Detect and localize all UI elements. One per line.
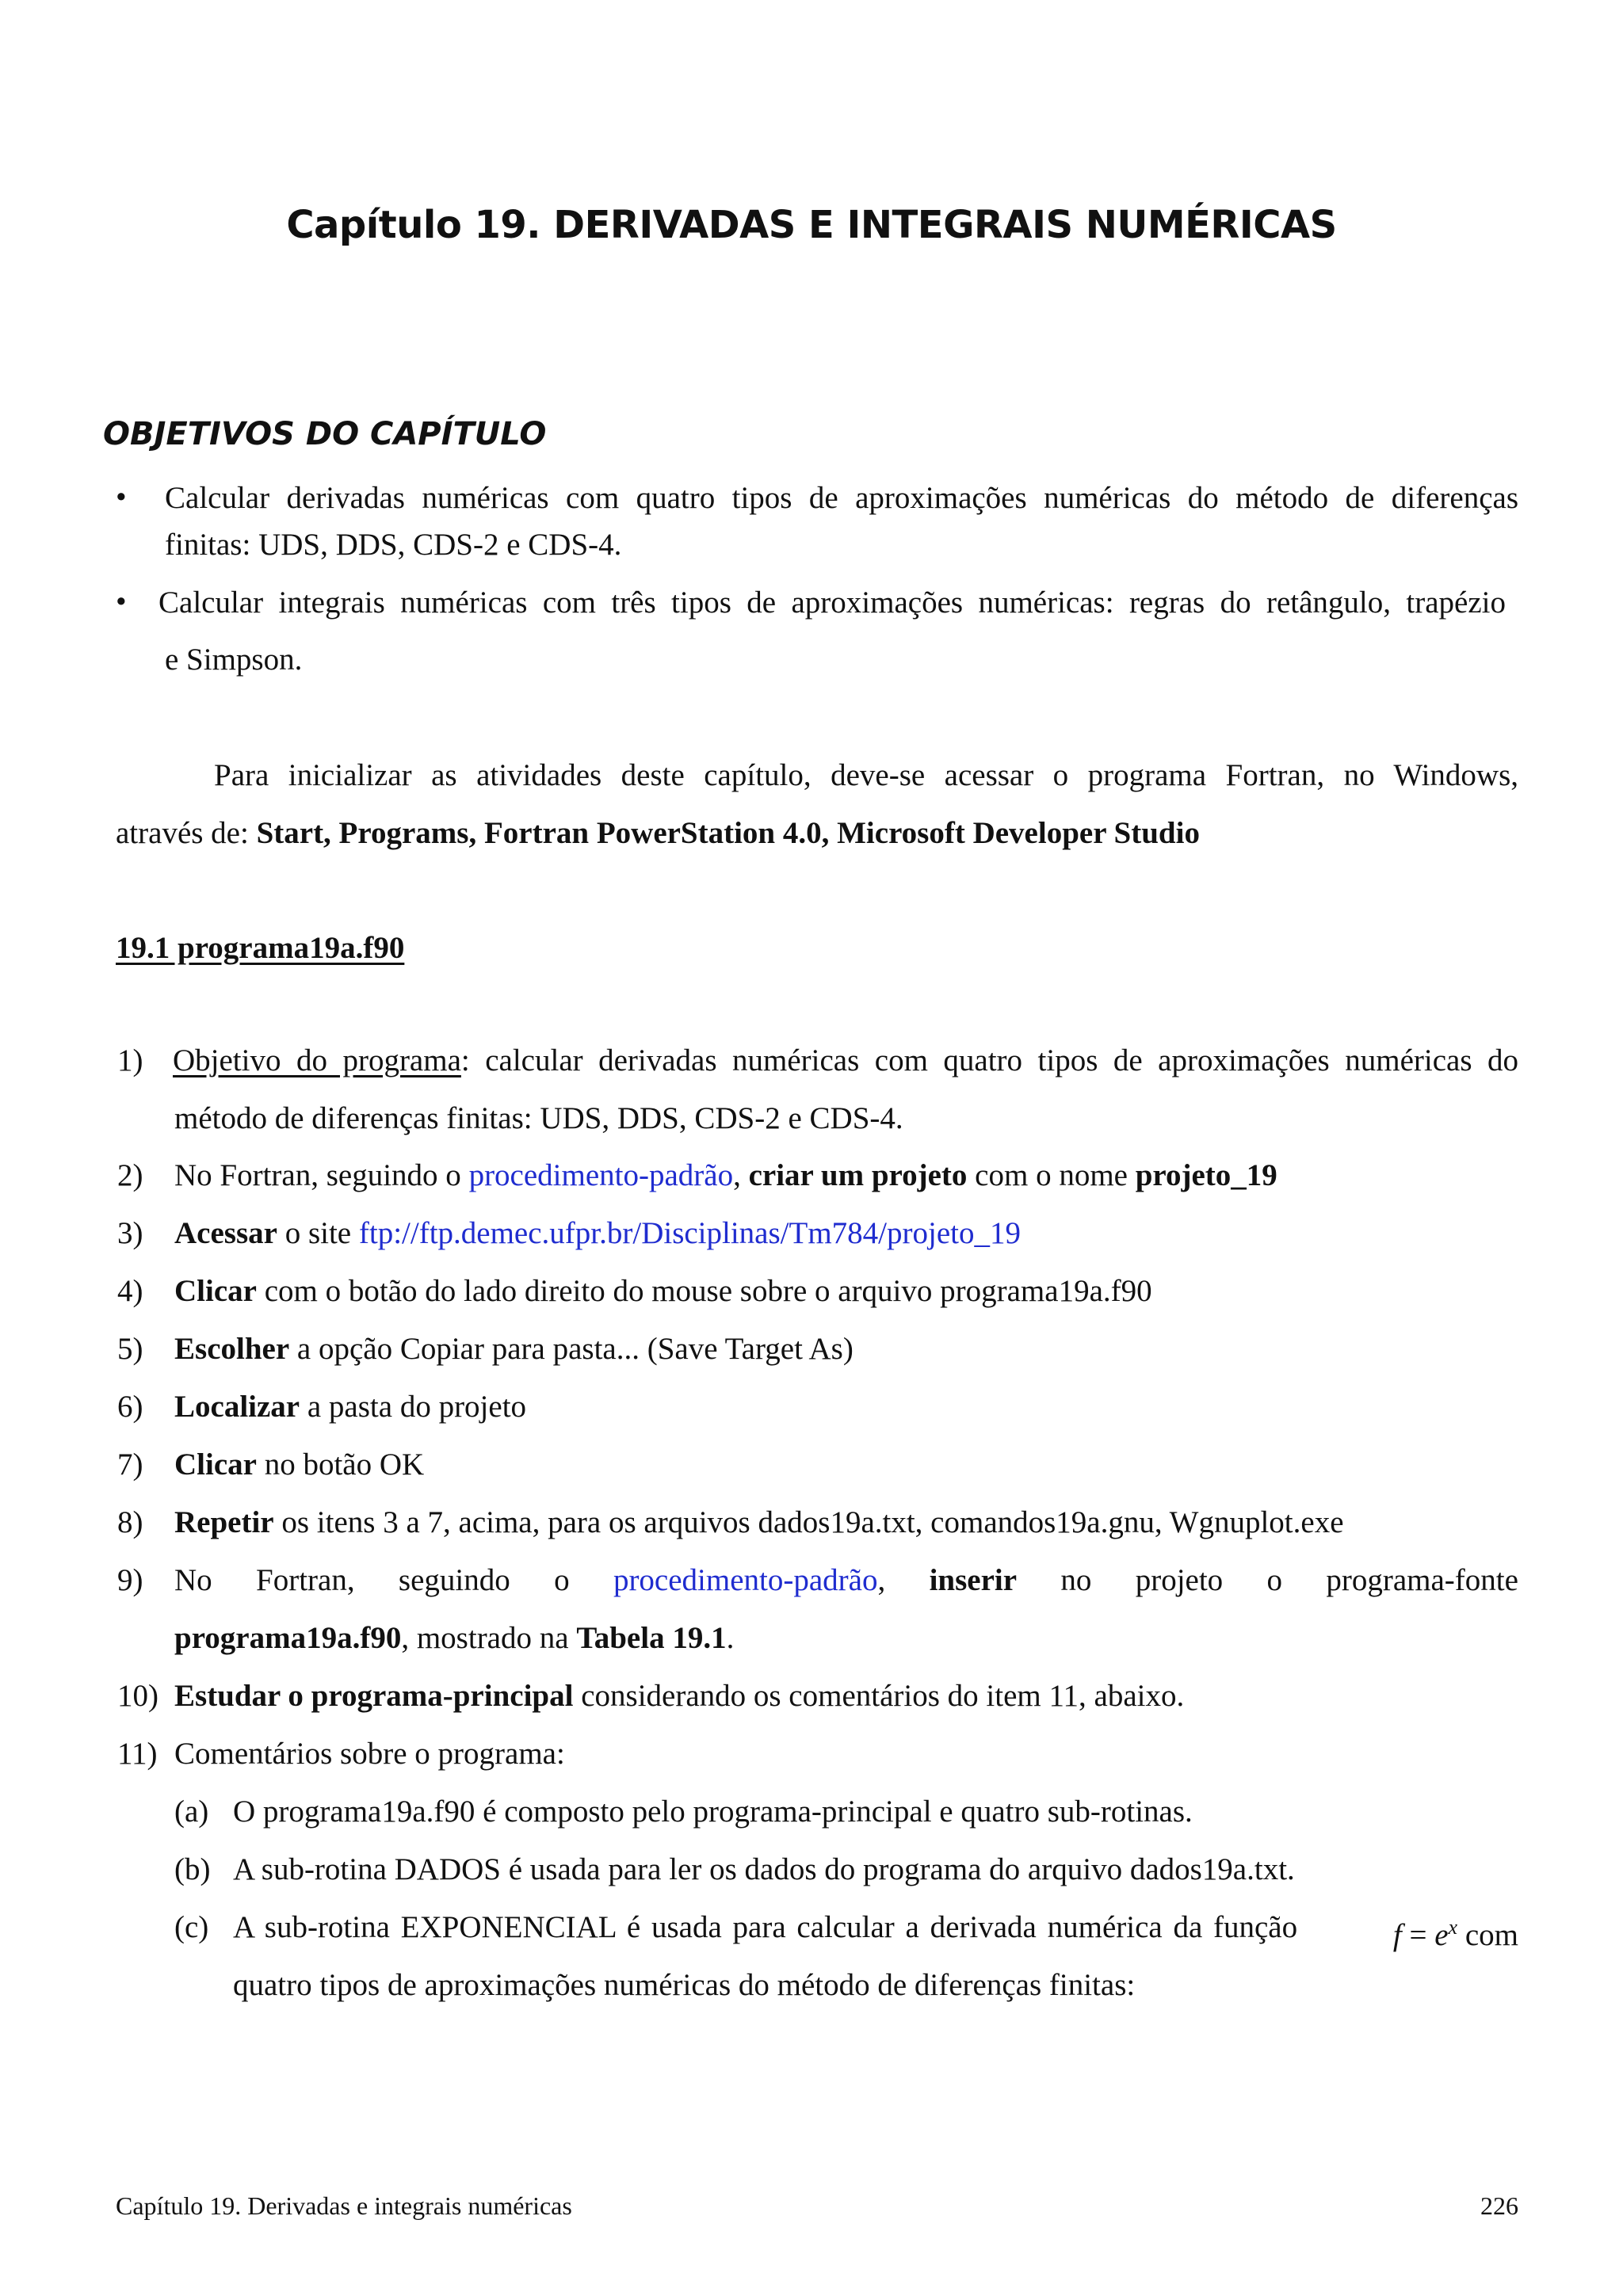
item-9-word: Fortran, <box>256 1563 355 1597</box>
item-4-text: com o botão do lado direito do mouse sobre o arquivo programa19a.f90 <box>256 1274 1152 1308</box>
item-number: 10) <box>117 1679 158 1713</box>
item-9-text: , <box>877 1563 886 1597</box>
item-9-text: , mostrado na <box>401 1621 577 1655</box>
intro-line-2 <box>116 804 1200 862</box>
item-1-line-2: método de diferenças finitas: UDS, DDS, CDS-2 e CDS-4. <box>174 1101 903 1135</box>
item-4 <box>174 1262 1152 1320</box>
subitem-label: (b) <box>174 1852 211 1886</box>
item-9-bold: inserir <box>929 1563 1018 1597</box>
item-number: 5) <box>117 1332 143 1366</box>
item-6-text: a pasta do projeto <box>300 1390 527 1424</box>
item-9-table-ref: Tabela 19.1 <box>576 1621 727 1655</box>
subitem-b: A sub-rotina DADOS é usada para ler os dados do programa do arquivo dados19a.txt. <box>233 1852 1295 1886</box>
subitem-label: (a) <box>174 1794 209 1829</box>
item-9-word: No <box>174 1563 212 1597</box>
item-2-text: , <box>733 1158 749 1192</box>
page-number: 226 <box>1480 2191 1518 2220</box>
item-7-text: no botão OK <box>256 1447 425 1482</box>
item-9-link-group <box>613 1551 885 1609</box>
objective-bullet-2-line-2: e Simpson. <box>165 643 303 677</box>
item-7-bold: Clicar <box>174 1447 257 1482</box>
item-6-bold: Localizar <box>174 1390 300 1424</box>
subitem-c-line-2: quatro tipos de aproximações numéricas do método de diferenças finitas: <box>233 1968 1136 2002</box>
intro-menu-path: Start, Programs, Fortran PowerStation 4.0, Microsoft Developer Studio <box>256 816 1200 850</box>
item-8 <box>174 1493 1344 1551</box>
item-8-text: os itens 3 a 7, acima, para os arquivos dados19a.txt, comandos19a.gnu, Wgnuplot.exe <box>273 1505 1344 1539</box>
intro-line-2-prefix: através de: <box>116 816 257 850</box>
subitem-label: (c) <box>174 1910 209 1944</box>
objective-bullet-1-line-1: Calcular derivadas numéricas com quatro tipos de aproximações numéricas do método de diferenças <box>165 481 1518 515</box>
section-heading: 19.1 programa19a.f90 <box>116 931 405 965</box>
item-number: 6) <box>117 1390 143 1424</box>
item-9-word: no <box>1060 1563 1092 1597</box>
subitem-c-line-1 <box>233 1898 1518 1964</box>
item-2-text: com o nome <box>967 1158 1136 1192</box>
formula-exponent: x <box>1448 1916 1458 1939</box>
ftp-link[interactable]: ftp://ftp.demec.ufpr.br/Disciplinas/Tm784/projeto_19 <box>358 1216 1021 1250</box>
item-9-text: . <box>726 1621 735 1655</box>
procedimento-padrao-link[interactable]: procedimento-padrão <box>468 1158 734 1192</box>
project-name: projeto_19 <box>1135 1158 1277 1192</box>
formula-e: e <box>1434 1918 1449 1952</box>
item-number: 8) <box>117 1505 143 1539</box>
item-2-text: No Fortran, seguindo o <box>174 1158 469 1192</box>
item-8-bold: Repetir <box>174 1505 274 1539</box>
intro-line-1: Para inicializar as atividades deste capítulo, deve-se acessar o programa Fortran, no Windows, <box>214 758 1518 792</box>
item-9-word: o <box>554 1563 570 1597</box>
item-7 <box>174 1436 424 1493</box>
item-1-text: : calcular derivadas numéricas com quatro tipos de aproximações numéricas do <box>460 1043 1518 1077</box>
objective-bullet-2-line-1: Calcular integrais numéricas com três tipos de aproximações numéricas: regras do retângulo, trapézio <box>158 585 1506 620</box>
subitem-c-text: com <box>1457 1918 1518 1952</box>
item-1-line-1 <box>173 1032 1518 1089</box>
item-9-file: programa19a.f90 <box>174 1621 402 1655</box>
item-9-word: programa-fonte <box>1326 1563 1518 1597</box>
chapter-title: Capítulo 19. DERIVADAS E INTEGRAIS NUMÉRICAS <box>286 203 1337 247</box>
bullet-dot: • <box>116 585 127 619</box>
item-9-word: seguindo <box>398 1563 510 1597</box>
item-4-bold: Clicar <box>174 1274 257 1308</box>
formula-f: f <box>1392 1918 1402 1952</box>
item-3-text: o site <box>277 1216 359 1250</box>
item-number: 2) <box>117 1158 143 1192</box>
procedimento-padrao-link[interactable]: procedimento-padrão <box>613 1563 878 1597</box>
item-9-word: o <box>1266 1563 1283 1597</box>
item-number: 9) <box>117 1563 143 1597</box>
item-9-line-1 <box>174 1551 1518 1609</box>
item-number: 4) <box>117 1274 143 1308</box>
item-1-label: Objetivo do programa <box>173 1043 461 1077</box>
item-number: 3) <box>117 1216 143 1250</box>
bullet-dot: • <box>116 480 127 514</box>
objectives-heading: OBJETIVOS DO CAPÍTULO <box>103 416 547 452</box>
item-6 <box>174 1378 526 1436</box>
subitem-a: O programa19a.f90 é composto pelo programa-principal e quatro sub-rotinas. <box>233 1794 1193 1829</box>
item-9-word: projeto <box>1135 1563 1224 1597</box>
item-10-text: considerando os comentários do item 11, abaixo. <box>573 1679 1185 1713</box>
footer-chapter: Capítulo 19. Derivadas e integrais numéricas <box>116 2191 572 2220</box>
item-2-bold: criar um projeto <box>748 1158 968 1192</box>
item-number: 1) <box>117 1043 143 1077</box>
item-5-text: a opção Copiar para pasta... (Save Target As) <box>289 1332 854 1366</box>
item-3-bold: Acessar <box>174 1216 277 1250</box>
item-10-bold: Estudar o programa-principal <box>174 1679 574 1713</box>
item-number: 11) <box>117 1737 158 1771</box>
item-5-bold: Escolher <box>174 1332 290 1366</box>
subitem-c-text: A sub-rotina EXPONENCIAL é usada para calcular a derivada numérica da função <box>233 1910 1298 1944</box>
item-9-line-2 <box>174 1609 734 1667</box>
item-10 <box>174 1667 1184 1725</box>
item-3 <box>174 1204 1021 1262</box>
item-number: 7) <box>117 1447 143 1482</box>
item-11: Comentários sobre o programa: <box>174 1737 565 1771</box>
formula-equals: = <box>1401 1918 1435 1952</box>
item-5 <box>174 1320 854 1378</box>
item-2 <box>174 1146 1277 1204</box>
objective-bullet-1-line-2: finitas: UDS, DDS, CDS-2 e CDS-4. <box>165 528 622 562</box>
subitem-c-formula <box>1393 1898 1518 1964</box>
